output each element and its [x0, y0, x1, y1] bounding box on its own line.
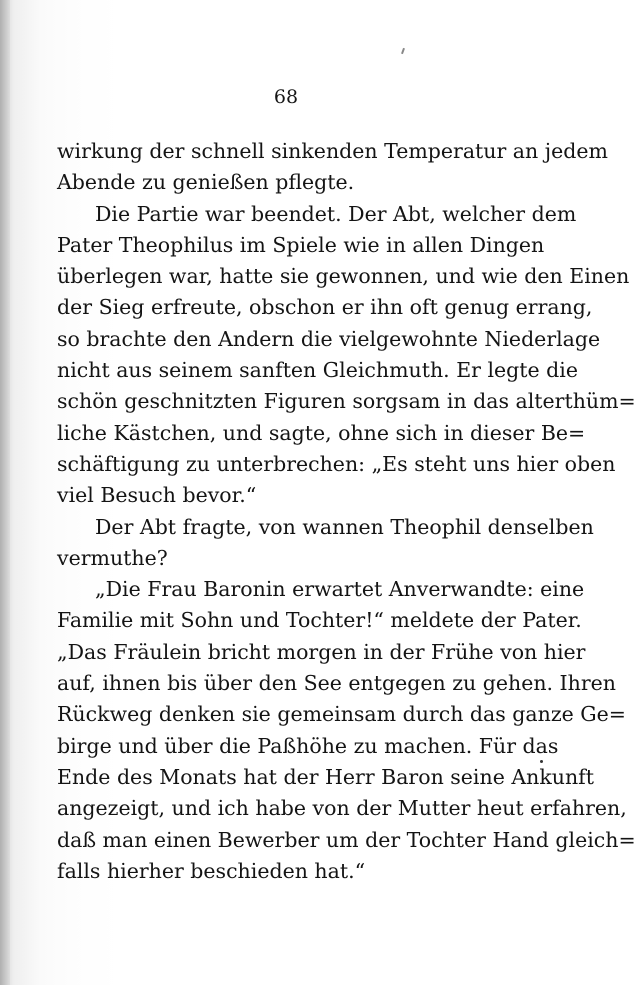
text-line: Rückweg denken sie gemeinsam durch das ganze Ge=	[57, 702, 626, 727]
text-line: „Die Frau Baronin erwartet Anverwandte: eine	[95, 577, 585, 602]
text-line: schäftigung zu unterbrechen: „Es steht uns hier oben	[57, 451, 616, 476]
page-edge-shadow	[0, 0, 10, 985]
text-line: überlegen war, hatte sie gewonnen, und wie den Einen	[57, 264, 630, 289]
text-line: Abende zu genießen pflegte.	[57, 170, 355, 195]
text-line: Der Abt fragte, von wannen Theophil denselben	[95, 514, 594, 539]
text-line: birge und über die Paßhöhe zu machen. Für das	[57, 733, 559, 758]
text-line: viel Besuch bevor.“	[57, 483, 257, 508]
text-line: schön geschnitzten Figuren sorgsam in das alterthüm=	[57, 389, 636, 414]
text-line: Die Partie war beendet. Der Abt, welcher dem	[95, 201, 577, 226]
text-line: falls hierher beschieden hat.“	[57, 858, 366, 883]
text-line: wirkung der schnell sinkenden Temperatur an jedem	[57, 139, 608, 163]
ink-speck	[401, 48, 405, 54]
text-line: Pater Theophilus im Spiele wie in allen Dingen	[57, 232, 545, 257]
text-line: daß man einen Bewerber um der Tochter Hand gleich=	[57, 827, 636, 852]
text-line: vermuthe?	[57, 545, 168, 570]
text-line: auf, ihnen bis über den See entgegen zu gehen. Ihren	[57, 671, 616, 696]
text-line: angezeigt, und ich habe von der Mutter heut erfahren,	[57, 796, 627, 821]
text-line: „Das Fräulein bricht morgen in der Frühe von hier	[57, 639, 586, 664]
text-line: Familie mit Sohn und Tochter!“ meldete der Pater.	[57, 608, 582, 633]
text-line: der Sieg erfreute, obschon er ihn oft genug errang,	[57, 295, 593, 320]
ink-speck	[540, 760, 543, 763]
text-line: liche Kästchen, und sagte, ohne sich in dieser Be=	[57, 420, 586, 445]
page-number: 68	[273, 86, 299, 108]
text-line: nicht aus seinem sanften Gleichmuth. Er legte die	[57, 358, 578, 383]
text-line: so brachte den Andern die vielgewohnte Niederlage	[57, 326, 601, 351]
text-line: Ende des Monats hat der Herr Baron seine Ankunft	[57, 764, 595, 789]
body-text	[57, 136, 636, 887]
